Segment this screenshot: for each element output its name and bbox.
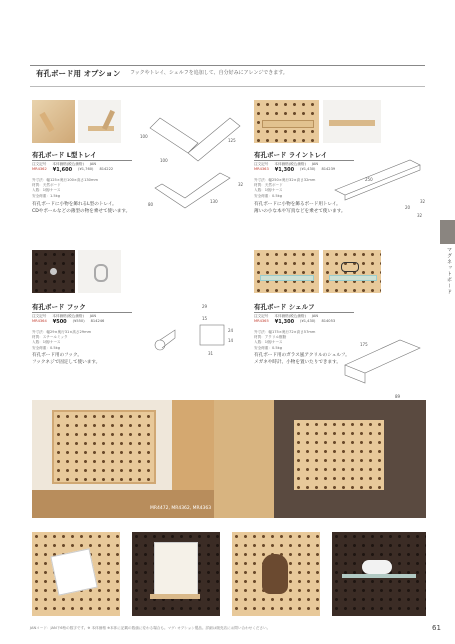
- l-tray-photo-1: [32, 100, 75, 143]
- shelf-specs: 外寸法：幅175×奥行72×高さ57mm 材質：アクリル樹脂 入数：1個/ケース 安全荷重：0.5kg: [254, 330, 316, 350]
- shelf-jan: 814053: [321, 319, 336, 323]
- hook-dim-5: 14: [228, 338, 234, 343]
- l-tray-name: 有孔ボード L型トレイ: [32, 151, 97, 159]
- col-jan-header: JAN: [89, 162, 97, 166]
- line-tray-dim-2: 20: [405, 205, 411, 210]
- hook-price-tax: (¥550): [72, 319, 85, 323]
- hook-specs: 外寸法：幅29×奥行31×高さ29mm 材質：スチールミック 入数：1個/ケース 安全荷重：0.5kg: [32, 330, 92, 350]
- page-number: 61: [432, 624, 441, 632]
- hook-price: ¥500: [52, 319, 67, 325]
- hook-name: 有孔ボード フック: [32, 303, 86, 311]
- hook-jan: 814246: [90, 319, 105, 323]
- shelf-code: MR4365: [254, 319, 269, 323]
- section-subtitle: フックやトレイ、シェルフを追加して、自分好みにアレンジできます。: [130, 70, 288, 76]
- hook-dim-4: 24: [228, 328, 234, 333]
- hook-description: 有孔ボード用のフック。 フックネジで固定して使います。: [32, 353, 101, 365]
- hook-dim-1: 29: [202, 304, 208, 309]
- bottom-photo-1: [32, 532, 120, 616]
- l-tray-dim-2: 100: [160, 158, 168, 163]
- line-tray-code: MR4363: [254, 167, 269, 171]
- col-price-header: 本体価格(税込価格): [52, 162, 84, 166]
- room-photo: [32, 400, 214, 518]
- side-tab-label: マグネットボード: [446, 247, 452, 295]
- line-tray-name: 有孔ボード ライントレイ: [254, 151, 328, 159]
- bottom-photo-2: [132, 532, 220, 616]
- l-tray-description: 有孔ボードに小物を飾れるL型のトレイ。 CDやポールなどの薄型の物を乗せて使います。: [32, 202, 131, 214]
- shelf-dim-4: 89: [395, 394, 401, 399]
- shelf-name: 有孔ボード シェルフ: [254, 303, 315, 311]
- shelf-price: ¥1,300: [274, 319, 295, 325]
- line-tray-photo-1: [254, 100, 319, 143]
- l-tray-table: [32, 162, 113, 173]
- hook-photo-1: [32, 250, 75, 293]
- line-tray-dim-1: 250: [365, 177, 373, 182]
- l-tray-dim-5: 80: [148, 202, 154, 207]
- bottom-photo-3: [232, 532, 320, 616]
- l-tray-price-tax: (¥1,760): [78, 167, 94, 171]
- l-tray-code: MR4362: [32, 167, 47, 171]
- room-photo-door: [214, 400, 274, 518]
- room-photo-right: [214, 400, 426, 518]
- hook-code: MR4364: [32, 319, 47, 323]
- l-tray-dim-1: 100: [140, 134, 148, 139]
- shelf-table: 注文記号 本体価格(税込価格) JAN MR4365 ¥1,300 (¥1,430) 814053: [254, 314, 336, 325]
- section-title: 有孔ボード用 オプション: [36, 69, 121, 78]
- l-tray-dim-3: 125: [228, 138, 236, 143]
- line-tray-dim-3: 32: [417, 213, 423, 218]
- shelf-price-tax: (¥1,430): [300, 319, 316, 323]
- shelf-dim-1: 175: [360, 342, 368, 347]
- l-tray-dim-4: 130: [210, 199, 218, 204]
- shelf-description: 有孔ボード用のガラス風アクリルのシェルフ。 メガネや時計、小物を置いたりできます。: [254, 353, 350, 365]
- l-tray-specs: 外寸法：幅125×奥行100×高さ130mm 材質：天然ボード 入数：1個/ケース 安全荷重：1.5kg: [32, 178, 98, 198]
- l-tray-photo-2: [78, 100, 121, 143]
- l-tray-dim-6: 32: [238, 182, 244, 187]
- line-tray-table: 注文記号 本体価格(税込価格) JAN MR4363 ¥1,300 (¥1,430) 814239: [254, 162, 336, 173]
- room-photo-pegboard-2: [294, 420, 384, 490]
- room-photo-caption: MR4472, MR4362, MR4363: [150, 506, 212, 511]
- room-photo-floor: [32, 490, 214, 518]
- line-tray-dim-4: 32: [420, 199, 426, 204]
- hook-dim-3: 15: [202, 316, 208, 321]
- room-photo-pegboard: [52, 410, 156, 484]
- col-code-header: 注文記号: [32, 162, 47, 166]
- side-tab-marker: [440, 220, 455, 244]
- shelf-photo-1: [254, 250, 319, 293]
- hook-photo-2: [78, 250, 121, 293]
- line-tray-price: ¥1,300: [274, 167, 295, 173]
- hook-table: 注文記号 本体価格(税込価格) JAN MR4364 ¥500 (¥550) 814246: [32, 314, 105, 325]
- hook-diagram: [140, 300, 250, 360]
- hook-dim-2: 31: [208, 351, 214, 356]
- shelf-photo-2: [323, 250, 381, 293]
- footer-note: JANコード：JAN下6桁の数字です。※ 本体価格 ※本体に記載の数値に変わる場合も。マグ: オプション製品。詳細は販売店にお問い合わせください。: [30, 626, 271, 630]
- line-tray-price-tax: (¥1,430): [300, 167, 316, 171]
- line-tray-photo-2: [323, 100, 381, 143]
- line-tray-description: 有孔ボードに小物を飾るボード用トレイ。 薄いの小な本や写真などを乗せて使います。: [254, 202, 346, 214]
- line-tray-specs: 外寸法：幅250×奥行32×高さ32mm 材質：天然ボード 入数：1個/ケース 安全荷重：0.5kg: [254, 178, 316, 198]
- bottom-photo-4: [332, 532, 426, 616]
- l-tray-diagram: [140, 98, 250, 218]
- l-tray-jan: 814222: [99, 167, 114, 171]
- l-tray-price: ¥1,600: [52, 167, 73, 173]
- line-tray-jan: 814239: [321, 167, 336, 171]
